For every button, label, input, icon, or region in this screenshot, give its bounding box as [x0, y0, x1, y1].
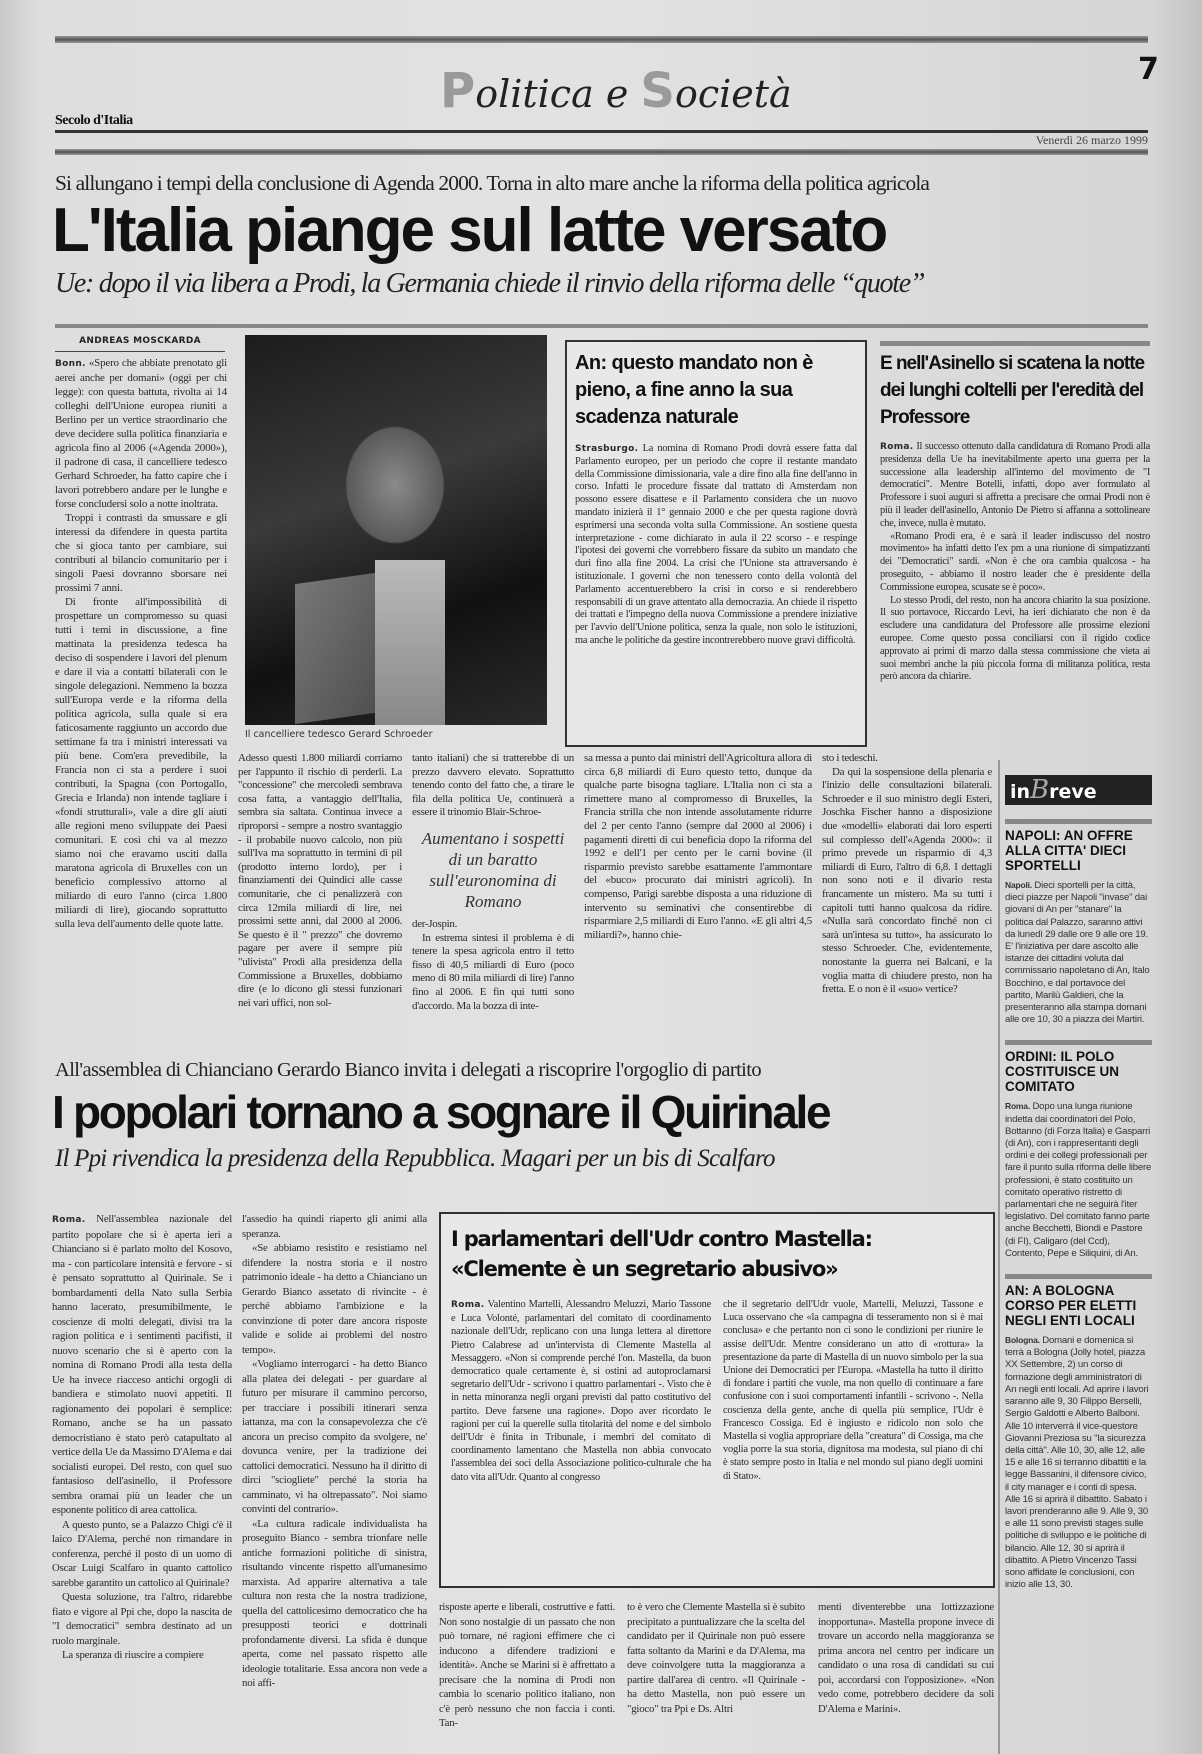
asinello-headline: E nell'Asinello si scatena la notte dei lunghi coltelli per l'eredità del Professore — [880, 353, 1145, 428]
box-an-headline: An: questo mandato non è pieno, a fine anno la sua scadenza naturale — [575, 352, 813, 428]
box-udr-headline-2: «Clemente è un segretario abusivo» — [451, 1257, 838, 1281]
issue-date: Venerdì 26 marzo 1999 — [1035, 133, 1148, 147]
box-an — [565, 340, 867, 747]
brief-item — [1005, 1040, 1152, 1260]
second-column-2: l'assedio ha quindi riaperto gli animi alla speranza. «Se abbiamo resistito e resistiamo nel difendere la nostra storia e il nostro patrimonio ideale - ha detto a Chianciano un Gerardo Bianco assetato di rivincite - è perché abbiamo l'ambizione e la convinzione di poter dare ancora risposte valide e solide ai problemi del nostro tempo». «Vogliamo interrogarci - ha detto Bianco alla platea dei delegati - per guardare al futuro per misurare il cammino percorso, per tracciare i possibili itinerari senza iattanza, ma con la consapevolezza che c'è ancora un preciso compito da svolgere, ne' dovunca venire, per la tradizione dei cattolici democratici. Nessuno ha il diritto di dirci "sciogliete" perché la storia ha camminato, vi ha oltrepassato". Noi siamo convinti del contrario». «La cultura radicale individualista ha proseguito Bianco - sembra trionfare nelle antiche formazioni politiche di sinistra, risultando vincente rispetto all'umanesimo marxista. Ad apparire alternativa a tale cultura non resta che la nostra tradizione, quella del cattolicesimo democratico che ha presupposti teorici e dottrinali profondamente diversi. La sfida è dunque aperta, come nel passato rispetto alle ideologie totalitarie. Essa ancora non vede a noi affi- — [242, 1213, 427, 1689]
sidebar-divider — [998, 760, 1000, 1754]
top-rule — [55, 36, 1148, 43]
lead-column-4: sa messa a punto dai ministri dell'Agricoltura allora di circa 6,8 miliardi di Euro questo tetto, dunque da qualche parte bisogna tagliare. L'Italia non ci sta a rimettere mano al compromesso di Bruxelles, la Francia strilla che non intende assolutamente ridurre del 2 per cento l'anno (sempre dal 2000 al 2006) i pagamenti diretti di cui beneficia dopo la riforma del 1992 e dell'1 per cento per le carni bovine (il risparmio previsto sarebbe esattamente l'ammontare del «buco» procurato dai ministri agricoli). In compenso, Parigi sarebbe disposta a una riduzione di intervento su seminativi che consentirebbe di risparmiare 2,5 miliardi di Euro l'anno. «E gli altri 4,5 miliardi?», hanno chie- — [584, 752, 812, 941]
second-column-4: to è vero che Clemente Mastella si è subito precipitato a puntualizzare che la scelta del candidato per il Quirinale non può essere fatta soltanto da Marini e da D'Alema, ma deve coinvolgere tutta la maggioranza a partire dall'area di centro. «Il Quirinale - ha detto Mastella, non può essere un "gioco" tra Ppi e Ds. Altri — [627, 1601, 805, 1715]
lead-subhead: Ue: dopo il via libera a Prodi, la Germania chiede il rinvio della riforma delle “quote” — [55, 268, 925, 299]
in-breve-logo: inBreve — [1005, 775, 1152, 805]
lead-column-5: sto i tedeschi. Da qui la sospensione della plenaria e l'inizio delle consultazioni bilaterali. Schroeder e il suo ministro degli Esteri, Joschka Fischer hanno a disposizione due «modelli» elaborati dai loro esperti sul complesso dell'«Agenda 2000»: il primo prevede un risparmio di 4,3 miliardi di Euro, l'altro di 6,8. I dettagli non sono noti e il divario resta francamente un mistero. Ma su tutti i capitoli tutti hanno qualcosa da ridire. «Nulla sarà concordato finché non ci sarà un'intesa su tutto», ha assicurato lo stesso Schroeder. Che, evidentemente, nonostante la guerra nei Balcani, e la voglia matta di chiudere presto, non ha fretta. E o non è il «suo» vertice? — [822, 752, 992, 996]
box-udr-headline-1: I parlamentari dell'Udr contro Mastella: — [451, 1227, 872, 1251]
section-title-cap-p: P — [440, 63, 476, 119]
box-an-text: Strasburgo. La nomina di Romano Prodi dovrà essere fatta dal Parlamento europeo, per un periodo che copre il restante mandato della Commissione dimissionaria, vale a dire fino alla fine dell'anno in corso. Infatti le procedure fissate dal trattato di Amsterdam non possono essere disattese e il Parlamento considera che un nuovo mandato inizierà il 1° gennaio 2000 e che per questa ragione dovrà esprimersi una seconda volta sulla Commissione. An sostiene questa interpretazione - come dichiarato in aula il 22 scorso - e respinge l'ipotesi dei governi che vorrebbero fissare da subito un mandato che duri fino alla fine 2004. La crisi che l'Unione sta attraversando è istituzionale. I governi che non tenessero conto della volontà del Parlamento accentuerebbero la crisi in corso e si renderebbero responsabili di un grave attentato alla democrazia. An chiede il rispetto dei trattati e l'impegno della nuova Commissione a prendere iniziative per l'avvio dell'Unione politica, senza la quale, non solo le istituzioni, ma anche le politiche da gestire incontrerebbero nuove gravi difficoltà. — [575, 443, 857, 646]
photo-caption: Il cancelliere tedesco Gerard Schroeder — [245, 729, 433, 740]
second-column-1: Roma. Nell'assemblea nazionale del partito popolare che si è aperta ieri a Chianciano si è parlato molto del Kosovo, ma - con particolare intensità e fervore - si è pensato soprattutto al Quirinale. Se i bombardamenti della Nato sulla Serbia hanno lacerato, presumibilmente, le coscienze di molti delegati, divisi tra la ragion politica e i sentimenti pacifisti, il nuovo scenario che si è aperto con la nomina di Romano Prodi alla testa della Ue ha invece riacceso antichi orgogli di bandiera e stimolato nuovi appetiti. Il ragionamento dei popolari è semplice: Romano, anche se ha un passato democristiano è stato però catapultato al vertice della Ue da Massimo D'Alema e dai socialisti europei. Del resto, con quel suo fantasioso dell'asinello, il Professore sembra oramai più un leader che un esponente politico di area cattolica. A questo punto, se a Palazzo Chigi c'è il laico D'Alema, perché non rimandare in conferenza, perché il posto di un uomo di Oscar Luigi Scalfaro in quanto cattolico sarebbe garantito un cattolico al Quirinale? Questa soluzione, tra l'altro, ridarebbe fiato e vigore al Ppi che, dopo la nascita de "I democratici" sembra destinato ad un ruolo marginale. La speranza di riuscire a compiere — [52, 1213, 232, 1661]
dateline: Bonn. — [55, 359, 86, 369]
brief-title: AN: A BOLOGNA CORSO PER ELETTI NEGLI ENTI LOCALI — [1005, 1274, 1152, 1328]
brief-item — [1005, 1274, 1152, 1591]
byline: ANDREAS MOSCKARDA — [55, 334, 225, 352]
asinello-text: Roma. Il successo ottenuto dalla candidatura di Romano Prodi alla presidenza della Ue ha inevitabilmente aperto una guerra per la successione alla leadership all'interno del movimento de "I democratici". Mentre Botelli, infatti, dopo aver formulato al Professore i suoi auguri si affretta a precisare che ormai Prodi non è più il leader dell'asinello, Antonio De Pietro si affanna a sottolineare che, invece, nulla è mutato. «Romano Prodi era, è e sarà il leader indiscusso del nostro movimento» ha infatti detto l'ex pm a una riunione di simpatizzanti dei "Democratici" sardi. «Non è che ora cambia qualcosa - ha proseguito, - abbiamo il nostro leader che è presidente della Commissione europea, scusate se è poco». Lo stesso Prodi, del resto, non ha ancora chiarito la sua posizione. Il suo portavoce, Riccardo Levi, ha ieri dichiarato che non è da escludere una candidatura del Professore alle prossime elezioni europee. Come questo possa conciliarsi con il rigido codice approvato ai primi di marzo dalla stessa commissione che vieta ai suoi membri anche la più piccola forma di militanza politica, resta però ancora da chiarire. — [880, 441, 1150, 683]
asinello — [880, 341, 1150, 684]
brief-text: Bologna. Domani e domenica si terrà a Bologna (Jolly hotel, piazza XX Settembre, 2) un corso di formazione degli amministratori di An negli enti locali. Ad aprire i lavori saranno alle 9, 30 Filippo Berselli, Sergio Galdotti e Alberto Balboni. Alle 10 interverrà il vice-questore Giovanni Preziosa su "la sicurezza della città". Alle 10, 30, alle 12, alle 15 e alle 16 si terranno dibattiti e la legge Bassanini, il difensore civico, il city manager e i conti di spesa. Alle 16 si aprirà il dibattito. Sabato i lavori prenderanno alle 9. Alle 9, 30 e alle 11 sono previsti stages sulle politiche di sviluppo e le politiche di bilancio. Alle 12, 30 si aprirà il dibattito. A Pietro Vincenzo Tassi sono affidate le conclusioni, con inizio alle 13, 30. — [1005, 1335, 1149, 1591]
asinello-rule — [880, 341, 1150, 346]
brief-title: ORDINI: IL POLO COSTITUISCE UN COMITATO — [1005, 1040, 1152, 1094]
box-udr — [439, 1212, 995, 1588]
box-udr-column-2: che il segretario dell'Udr vuole, Martelli, Meluzzi, Tassone e Luca osservano che «la campagna di tesseramento non si è mai conclusa» e che pertanto non ci sono le condizioni per riunire le assise dell'Udr. Mentre considerano un atto di «rottura» la presentazione da parte di Mastella di un nuovo simbolo per la sua Unione dei Democratici per l'Europa. «Mastella ha tutto il diritto di fondare i partiti che vuole, ma non quello di continuare a fare confusione con i suoi comportamenti infantili - scrivono -. Nella coscienza della gente, anche di quella più semplice, l'Udr è Francesco Cossiga. Ed è ingiusto e ridicolo non solo che Mastella si voglia appropriare della "creatura" di Cossiga, ma che voglia porre la sua storia, dignitosa ma modesta, sul piano di chi è stato sempre posto in Italia e nel mondo sul piano degli uomini di Stato». — [723, 1299, 983, 1482]
second-subhead: Il Ppi rivendica la presidenza della Repubblica. Magari per un bis di Scalfaro — [55, 1145, 775, 1172]
lead-column-1: Bonn. «Spero che abbiate prenotato gli aerei anche per domani» (oggi per chi legge): con questa battuta, rivolta ai 14 colleghi dell'Unione europea riuniti a Berlino per un vertice straordinario che deve decidere sulla politica finanziaria e agricola fino al 2006 («Agenda 2000»), il padrone di casa, il cancelliere tedesco Gerhard Schroeder, ha fatto capire che i lavori potrebbero andare per le lunghe e forse concludersi solo a notte inoltrata. Troppi i contrasti da smussare e gli interessi da difendere in questa partita che si gioca tanto per cambiare, sui contributi al bilancio comunitario per i singoli Paesi dovranno sborsare nei prossimi 7 anni. Di fronte all'impossibilità di prospettare un compromesso su quasi tutti i temi in discussione, a fine mattinata la presidenza tedesca ha deciso di sospendere i lavori del plenum e dare il via a contatti bilaterali con le singole delegazioni. Nemmeno la bozza sull'Europa verde e la riforma della politica agricola, sulla quale si era faticosamente raggiunto un accordo due settimane fa tra i ministri interessati va più bene. Com'era prevedibile, la Francia non ci sta a perdere i suoi contributi, la Spagna (con Portogallo, Grecia e Irlanda) non intende tagliare i «fondi strutturali», vale a dire gli aiuti alle regioni meno sviluppate dei Paesi comunitari. E così chi va al mezzo siamo noi che eravamo usciti dalla maratona agricola di Bruxelles con un beneficio complessivo attorno al miliardo di euro l'anno (circa 1.800 miliardi di lire), giocando soprattutto sulla leva dell'aumento delle quote latte. — [55, 357, 227, 930]
lead-column-2: Adesso questi 1.800 miliardi corriamo per l'appunto il rischio di perderli. La "concessione" che mercoledì sembrava cosa fatta, a vantaggio dell'Italia, sembra sia saltata. Continua invece a riproporsi - sempre a nostro svantaggio - il probabile nuovo calcolo, non più sull'Iva ma soprattutto in termini di pil (prodotto interno lordo), per i finanziamenti dei Quindici alle casse comunitarie, che ci penalizzerà con circa 12mila miliardi di lire, nei prossimi sette anni, dal 2000 al 2006. Se questo è il " prezzo" che dovremo pagare per avere il sempre più "ulivista" Prodi alla presidenza della Commissione a Bruxelles, dobbiamo dire (e lo dicono gli stessi funzionari nei vari uffici, non sol- — [238, 752, 402, 1009]
second-column-5: menti diventerebbe una lottizzazione inopportuna». Mastella propone invece di trovare un accordo nella maggioranza se prima ancora nel centro per indicare un candidato o una rosa di candidati su cui poi, accordarsi con l'opposizione». «Non vedo come, potrebbero decidere da soli D'Alema e Marini». — [818, 1601, 994, 1715]
photo-shirt — [375, 560, 445, 725]
masthead-band — [55, 149, 1148, 155]
pull-quote: Aumentano i sospetti di un baratto sull'euronomina di Romano — [421, 828, 565, 911]
section-title-cap-s: S — [640, 63, 675, 119]
photo-schroeder — [245, 335, 547, 725]
section-title: Politica e Società — [440, 63, 792, 119]
in-breve-sidebar — [1005, 775, 1152, 1591]
lead-kicker: Si allungano i tempi della conclusione di Agenda 2000. Torna in alto mare anche la riforma della politica agricola — [55, 171, 930, 195]
lead-headline: L'Italia piange sul latte versato — [52, 196, 887, 265]
box-udr-column-1: Roma. Valentino Martelli, Alessandro Meluzzi, Mario Tassone e Luca Volonté, parlamentari del comitato di coordinamento nazionale dell'Udr, replicano con una lunga lettera al direttore Pietro Calabrese ad un'intervista di Clemente Mastella al Messaggero. «Non si comprende perché l'on. Mastella, da buon democratico quale certamente è, si ostini ad autoproclamarsi segretario dell'Udr - scrivono i quattro parlamentari -. Visto che è in netta minoranza negli organi previsti dal patto costitutivo del partito. Deve farsene una ragione». Dopo aver ricordato le ragioni per cui la querelle sulla titolarità del nome e del simbolo dell'Udr è finita in Tribunale, i membri del comitato di coordinamento lamentano che Mastella non abbia convocato l'assemblea dei soci della Associazione politico-culturale che ha dato vita all'Udr. Quanto al congresso — [451, 1299, 711, 1483]
page-number: 7 — [1138, 52, 1159, 87]
lead-column-3: tanto italiani) che si tratterebbe di un prezzo davvero elevato. Soprattutto tenendo conto del fatto che, a tirare le fila della politica Ue, continuerà a essere il trinomio Blair-Schroe- Aumentano i sospetti di un baratto sull'euronomina di Romano der-Jospin. In estrema sintesi il problema è di tenere la spesa agricola entro il tetto fisso di 40,5 miliardi di Euro (poco meno di 80 mila miliardi di lire) l'anno fino al 2006. E fin qui tutti sono d'accordo. Ma la bozza di inte- — [412, 752, 574, 1012]
brief-text: Napoli. Dieci sportelli per la città, dieci piazze per Napoli "invase" dai giovani di An per "stanare" la politica dal Palazzo, saranno attivi da lunedì 29 dalle ore 9 alle ore 19. E' l'iniziativa per dare ascolto alle istanze dei cittadini voluta dal commissario napoletano di An, Italo Bocchino, e dal portavoce del partito, Marilù Galdieri, che la presenteranno alla stampa domani alle ore 10, 30 a piazza dei Martiri. — [1005, 880, 1150, 1026]
lead-rule — [55, 324, 1148, 328]
newspaper-name: Secolo d'Italia — [55, 113, 133, 128]
brief-text: Roma. Dopo una lunga riunione indetta dai coordinatori del Polo, Bottanno (di Forza Italia) e Gasparri (di An), con i rappresentanti degli ordini e dei collegi professionali per fare il punto sulla riforma delle libere professioni, è stato costituito un comitato operativo ristretto di parlamentari che ne seguirà l'iter legislativo. Del comitato fanno parte anche Becchetti, Biondi e Pastore (di FI), Caligaro (del Ccd), Contento, Pepe e Siliquini, di An. — [1005, 1101, 1152, 1259]
brief-title: NAPOLI: AN OFFRE ALLA CITTA' DIECI SPORTELLI — [1005, 819, 1152, 873]
second-headline: I popolari tornano a sognare il Quirinale — [52, 1086, 830, 1138]
second-column-3: risposte aperte e liberali, costruttive e fatti. Non sono nostalgie di un passato che non può tornare, né ragioni effimere che ci inducono a difendere tradizioni e identità». Anche se Marini si è affrettato a precisare che la nomina di Prodi non cambia lo scenario politico italiano, non c'è però nessuno che non faccia i conti. Tan- — [439, 1601, 615, 1729]
masthead-rule — [55, 130, 1148, 133]
second-kicker: All'assemblea di Chianciano Gerardo Bianco invita i delegati a riscoprire l'orgoglio di partito — [55, 1059, 762, 1081]
brief-item — [1005, 819, 1152, 1026]
